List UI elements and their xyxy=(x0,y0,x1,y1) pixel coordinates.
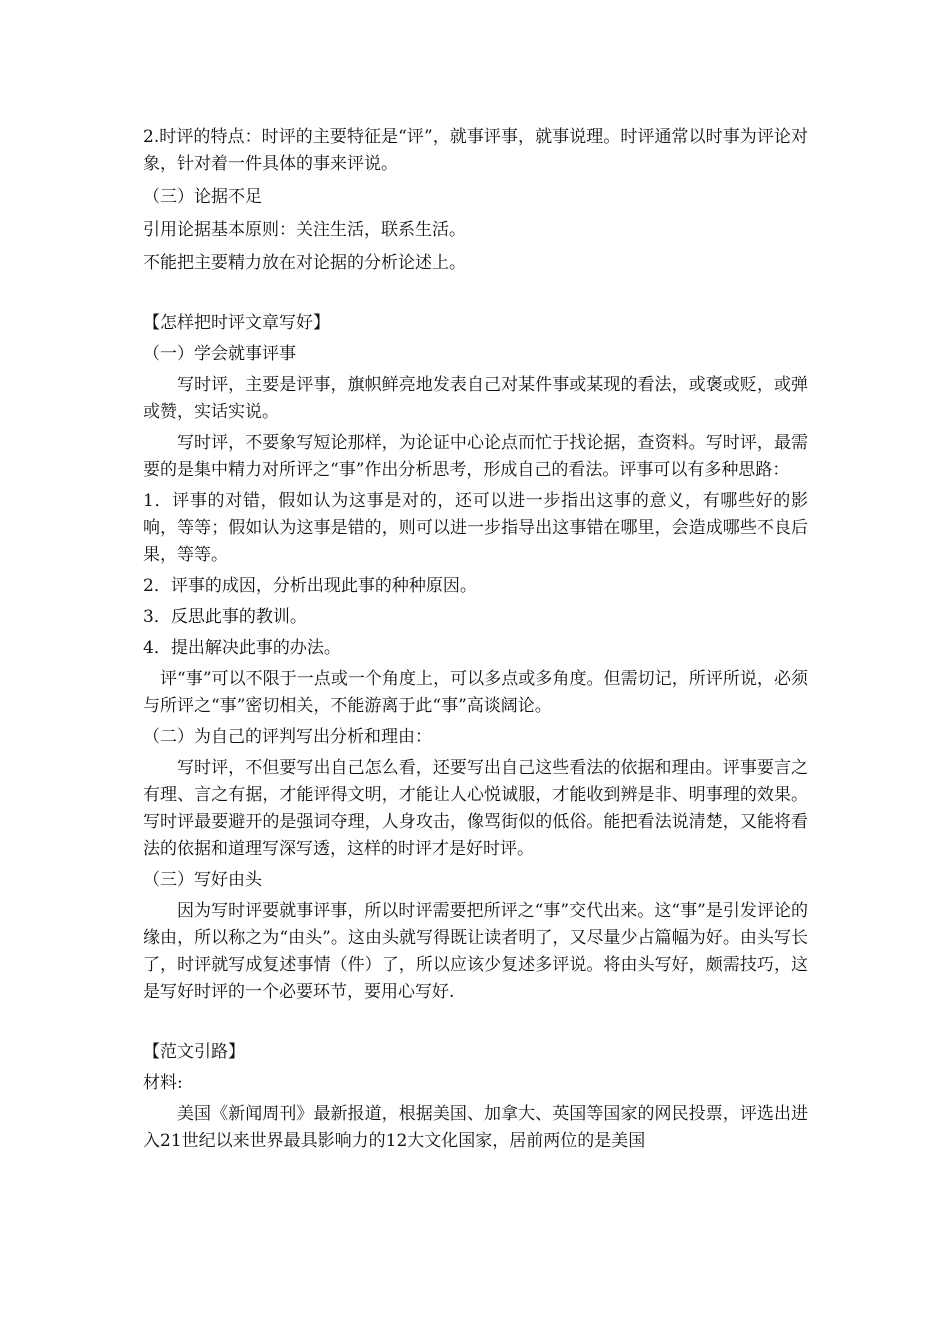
section-heading-model-essay: 【范文引路】 xyxy=(143,1042,245,1062)
subheading-analysis: （二）为自己的评判写出分析和理由： xyxy=(143,727,432,747)
paragraph-multi-angle: 评“事”可以不限于一点或一个角度上，可以多点或多角度。但需切记，所评所说，必须与所评之“事”密切相关，不能游离于此“事”高谈阔论。 xyxy=(143,669,808,716)
list-item-1: 1．评事的对错，假如认为这事是对的，还可以进一步指出这事的意义，有哪些好的影响，等等；假如认为这事是错的，则可以进一步指导出这事错在哪里，会造成哪些不良后果，等等。 xyxy=(143,491,808,565)
paragraph-focus: 写时评，不要象写短论那样，为论证中心论点而忙于找论据，查资料。写时评，最需要的是集中精力对所评之“事”作出分析思考，形成自己的看法。评事可以有多种思路： xyxy=(143,433,808,480)
blank-line xyxy=(143,277,808,304)
paragraph-features: 2.时评的特点：时评的主要特征是“评”，就事评事，就事说理。时评通常以时事为评论对象，针对着一件具体的事来评说。 xyxy=(143,127,808,174)
list-item-4: 4．提出解决此事的办法。 xyxy=(143,638,341,658)
list-item-2: 2．评事的成因，分析出现此事的种种原因。 xyxy=(143,576,477,596)
subheading-lead: （三）写好由头 xyxy=(143,870,262,890)
list-item-3: 3．反思此事的教训。 xyxy=(143,607,307,627)
subheading-learn: （一）学会就事评事 xyxy=(143,344,296,364)
material-label: 材料: xyxy=(143,1073,183,1093)
paragraph-lead: 因为写时评要就事评事，所以时评需要把所评之“事”交代出来。这“事”是引发评论的缘由，所以称之为“由头”。这由头就写得既让读者明了，又尽量少占篇幅为好。由头写长了，时评就写成复述事情（件）了，所以应该少复述多评说。将由头写好，颇需技巧，这是写好时评的一个必要环节，要用心写好. xyxy=(143,901,808,1002)
section-heading-how-to-write: 【怎样把时评文章写好】 xyxy=(143,313,330,333)
paragraph-comment-event: 写时评，主要是评事，旗帜鲜亮地发表自己对某件事或某现的看法，或褒或贬，或弹或赞，实话实说。 xyxy=(143,375,808,422)
subheading-insufficient-evidence: （三）论据不足 xyxy=(143,187,262,207)
paragraph-material: 美国《新闻周刊》最新报道，根据美国、加拿大、英国等国家的网民投票，评选出进入21世纪以来世界最具影响力的12大文化国家，居前两位的是美国 xyxy=(143,1104,808,1151)
paragraph-evidence-note: 不能把主要精力放在对论据的分析论述上。 xyxy=(143,253,466,273)
paragraph-reasons: 写时评，不但要写出自己怎么看，还要写出自己这些看法的依据和理由。评事要言之有理、言之有据，才能评得文明，才能让人心悦诚服，才能收到辨是非、明事理的效果。写时评最要避开的是强词夺理，人身攻击，像骂街似的低俗。能把看法说清楚，又能将看法的依据和道理写深写透，这样的时评才是好时评。 xyxy=(143,758,808,859)
paragraph-evidence-principle: 引用论据基本原则：关注生活，联系生活。 xyxy=(143,220,466,240)
blank-line xyxy=(143,1006,808,1033)
document-body xyxy=(143,124,808,1155)
